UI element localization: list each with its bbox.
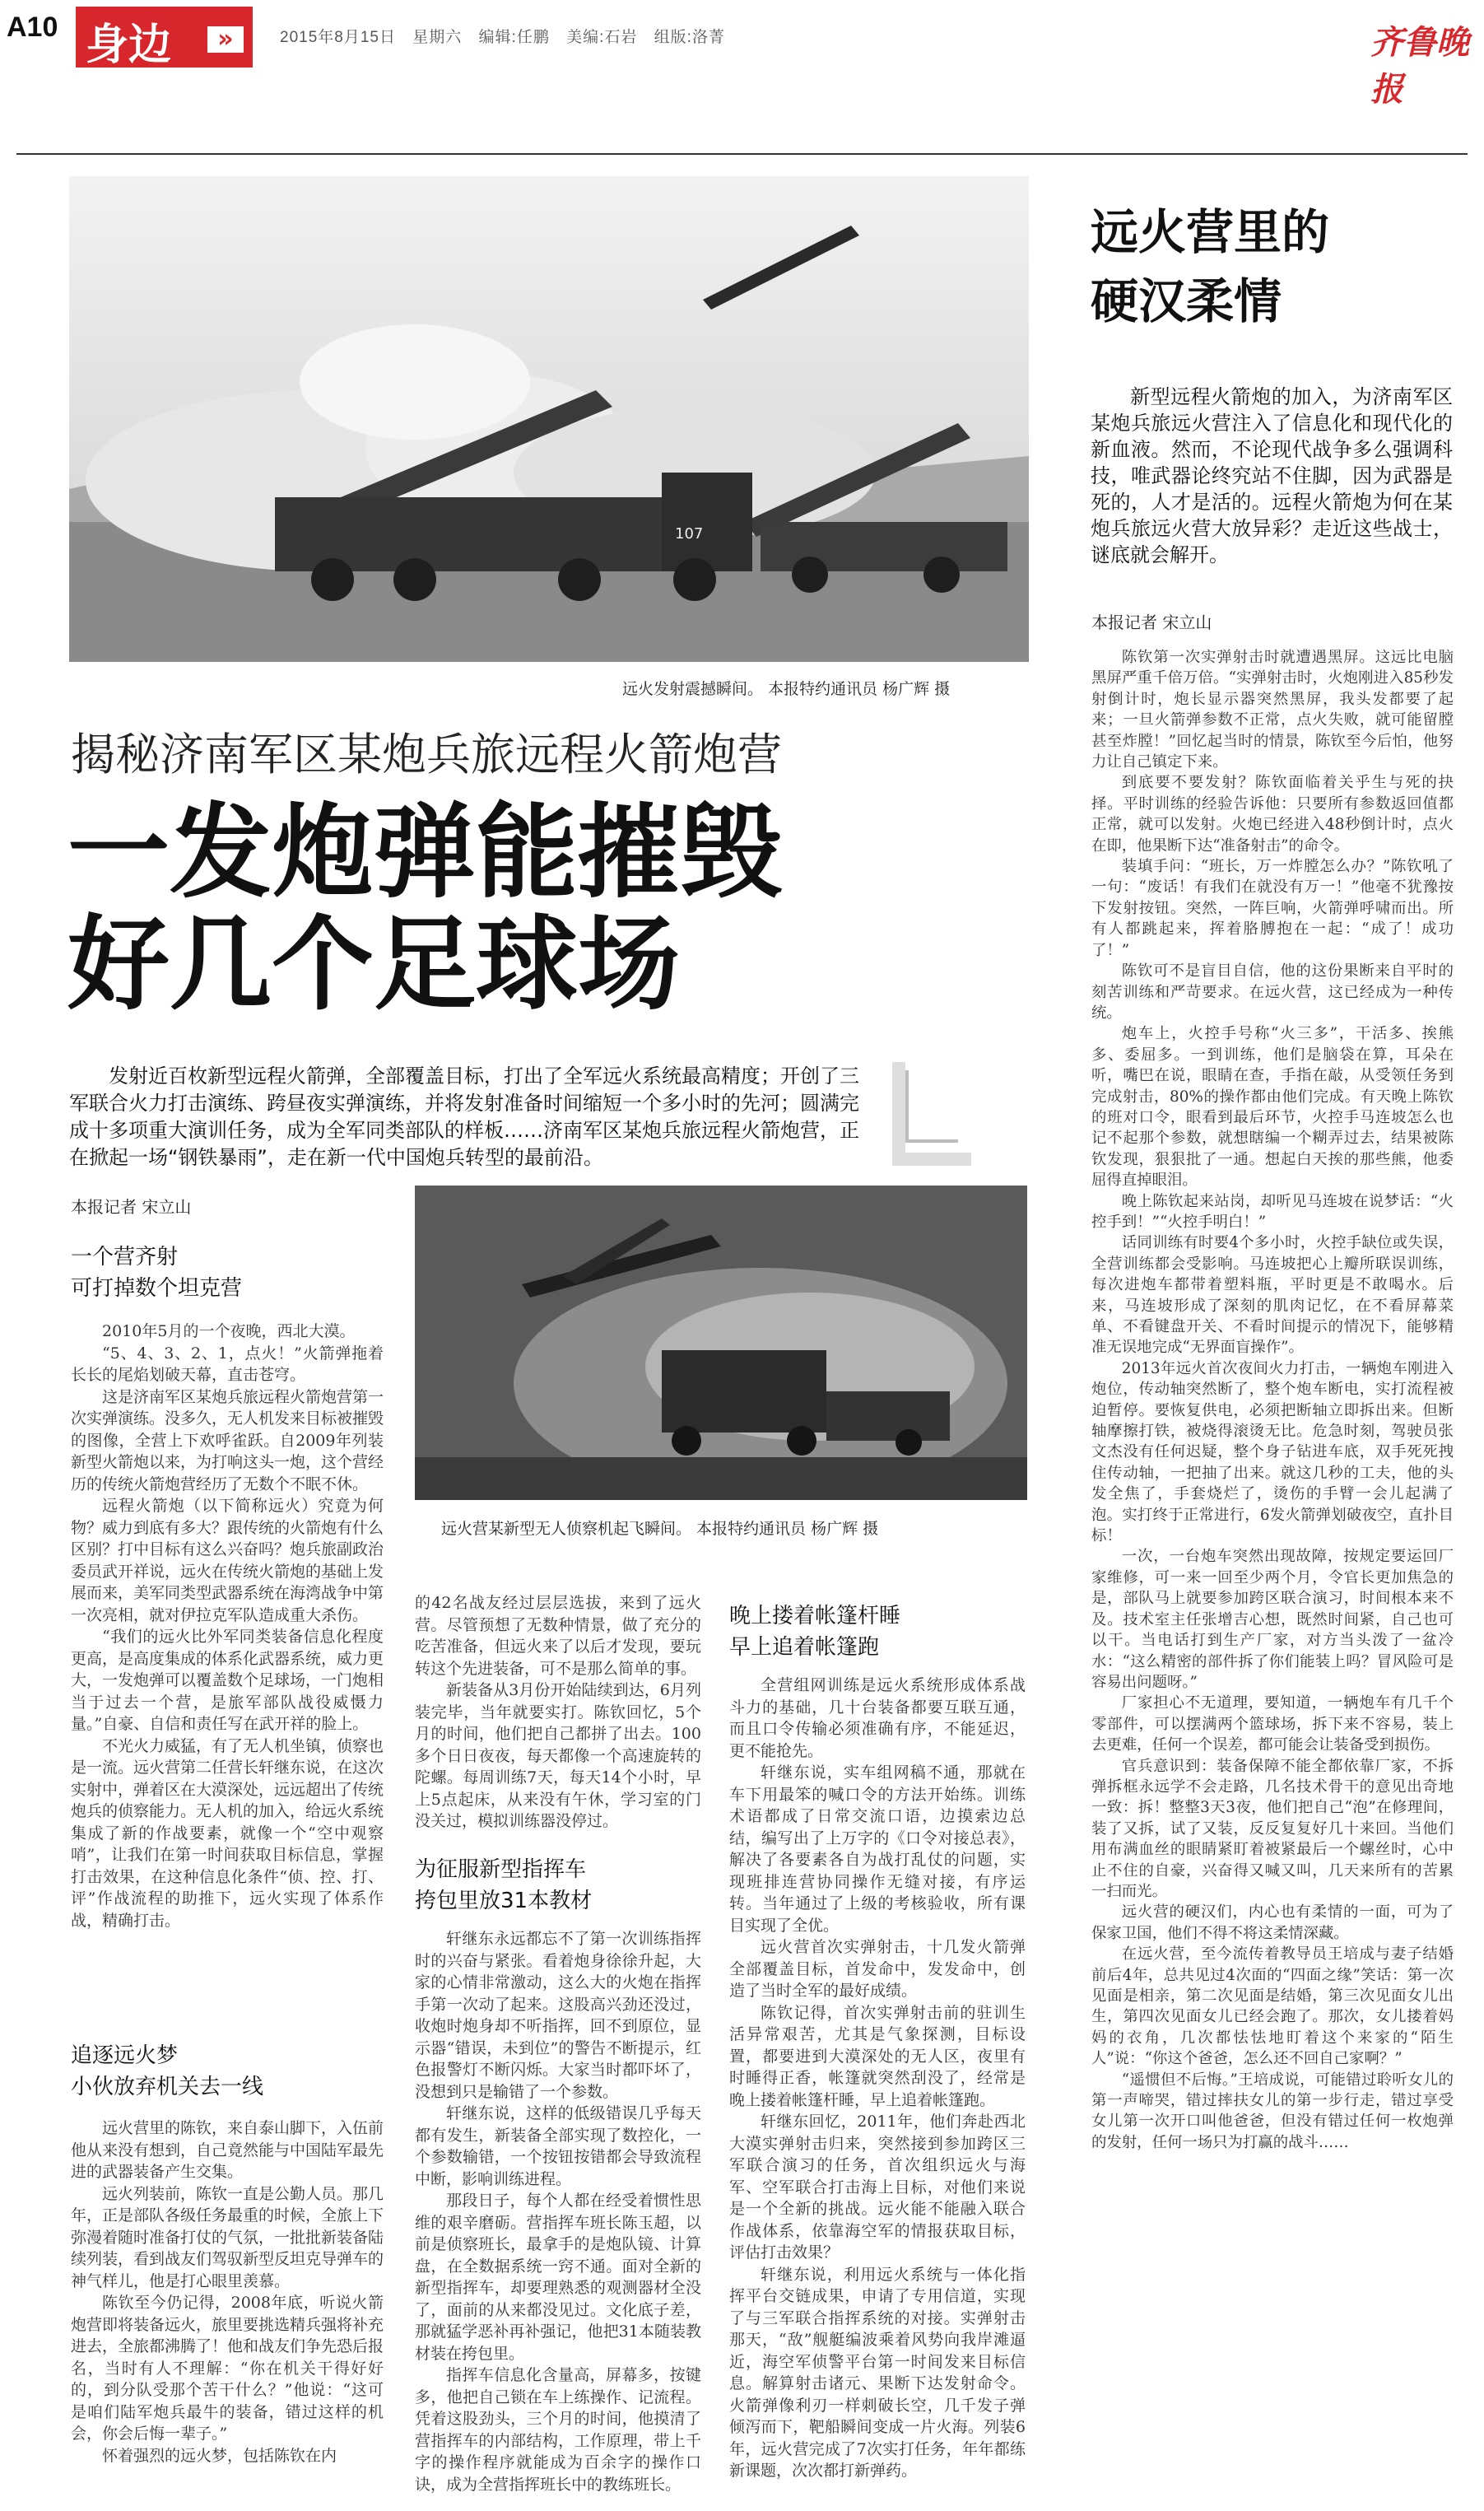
decorative-bracket-inner xyxy=(905,1070,958,1143)
issue-layout: 组版:洛菁 xyxy=(654,29,725,46)
photo-drone-launch xyxy=(415,1186,1027,1500)
chevron-right-icon: » xyxy=(207,26,244,53)
sidebar-intro: 新型远程火箭炮的加入，为济南军区某炮兵旅远火营注入了信息化和现代化的新血液。然而，不论现代战争多么强调科技，唯武器论终究站不住脚，因为武器是死的，人才是活的。远程火箭炮为何在某炮兵旅远火营大放异彩？走近这些战士，谜底就会解开。 xyxy=(1091,385,1453,566)
subheading-4: 晚上搂着帐篷杆睡 早上追着帐篷跑 xyxy=(729,1604,901,1660)
sidebar-body: 陈钦第一次实弹射击时就遭遇黑屏。这远比电脑黑屏严重千倍万倍。“实弹射击时，火炮刚进入85秒发射倒计时，炮长显示器突然黑屏，我头发都要了起来；一旦火箭弹参数不正常，点火失败，就可能留膛甚至炸膛！”回忆起当时的情景，陈钦至今后怕，他努力让自己镇定下来。 到底要不要发射？陈钦面临着关乎生与死的抉择。平时训练的经验告诉他：只要所有参数返回值都正常，就可以发射。火炮已经进入48秒倒计时，点火在即，他果断下达“准备射击”的命令。 装填手问：“班长，万一炸膛怎么办？”陈钦吼了一句：“废话！有我们在就没有万一！”他毫不犹豫按下发射按钮。突然，一阵巨响，火箭弹呼啸而出。所有人都跳起来，挥着胳膊抱在一起：“成了！成功了！” 陈钦可不是盲目自信，他的这份果断来自平时的刻苦训练和严苛要求。在远火营，这已经成为一种传统。 炮车上，火控手号称“火三多”，干活多、挨熊多、委屈多。一到训练，他们是脑袋在算，耳朵在听，嘴巴在说，眼睛在查，手指在敲，从受领任务到完成射击，80%的操作都由他们完成。有天晚上陈钦的班对口令，眼看到最后环节，火控手马连坡怎么也记不起那个参数，就想瞎编一个糊弄过去，结果被陈钦发现，狠狠批了一通。想起白天挨的那些熊，他委屈得直掉眼泪。 晚上陈钦起来站岗，却听见马连坡在说梦话：“火控手到！”“火控手明白！” 话同训练有时要4个多小时，火控手缺位或失误，全营训练都会受影响。马连坡把心上瓣所联误训练，每次进炮车都带着塑料瓶，平时更是不敢喝水。后来，马连坡形成了深刻的肌肉记忆，在不看屏幕菜单、不看键盘开关、不看时间提示的情况下，能够精准无误地完成“无界面盲操作”。 2013年远火首次夜间火力打击，一辆炮车刚进入炮位，传动轴突然断了，整个炮车断电，实打流程被迫暂停。要恢复供电，必须把断轴立即拆出来。但断轴摩擦打铁，被烧得滚烫无比。危急时刻，驾驶员张文杰没有任何迟疑，整个身子钻进车底，双手死死拽住传动轴，一把抽了出来。就这几秒的工夫，他的头发全焦了，手套烧烂了，烫伤的手臂一会儿起满了泡。实打终于正常进行，6发火箭弹划破夜空，直扑目标！ 一次，一台炮车突然出现故障，按规定要运回厂家维修，可一来一回至少两个月，令官长更加焦急的是，部队马上就要参加跨区联合演习，时间根本来不及。技术室主任张增吉心想，既然时间紧，自己也可以干。当电话打到生产厂家，对方当头泼了一盆冷水：“这么精密的部件拆了你们能装上吗？冒风险可是容易出问题呀。” 厂家担心不无道理，要知道，一辆炮车有几千个零部件，可以摆满两个篮球场，拆下来不容易，装上去更难，任何一个误差，都可能会让装备受到损伤。 官兵意识到：装备保障不能全都依靠厂家，不拆弹拆框永远学不会走路，几名技术骨干的意见出奇地一致：拆！整整3天3夜，他们把自己“泡”在修理间，装了又拆，试了又装，反反复复好几十来回。当他们用布满血丝的眼睛紧盯着被紧最后一个螺丝时，心中止不住的自豪，兴奋得又喊又叫，几天来所有的苦累一扫而光。 远火营的硬汉们，内心也有柔情的一面，可为了保家卫国，他们不得不将这柔情深藏。 在远火营，至今流传着教导员王培成与妻子结婚前后4年，总共见过4次面的“四面之缘”笑话：第一次见面是相亲，第二次见面是结婚，第三次见面女儿出生，第四次见面女儿已经会跑了。那次，女儿搂着妈妈的衣角，几次都怯怯地盯着这个来家的“陌生人”说：“你这个爸爸，怎么还不回自己家啊？” “遥惯但不后悔。”王培成说，可能错过聆听女儿的第一声啼哭，错过摔扶女儿的第一步行走，错过享受女儿第一次开口叫他爸爸，但没有错过任何一枚炮弹的发射，任何一场只为打赢的战斗…… xyxy=(1091,649,1454,2151)
subheading-1: 一个营齐射 可打掉数个坦克营 xyxy=(71,1245,243,1301)
issue-meta xyxy=(280,25,725,47)
article-lead: 发射近百枚新型远程火箭弹，全部覆盖目标，打出了全军远火系统最高精度；开创了三军联合火力打击演练、跨昼夜实弹演练，并将发射准备时间缩短一个多小时的先河；圆满完成十多项重大演训任务，成为全军同类部队的样板……济南军区某炮兵旅远程火箭炮营，正在掀起一场“钢铁暴雨”，走在新一代中国炮兵转型的最前沿。 xyxy=(69,1064,859,1169)
body-col1-part1: 2010年5月的一个夜晚，西北大漠。 “5、4、3、2、1，点火！”火箭弹拖着长长的尾焰划破天幕，直击苍穹。 这是济南军区某炮兵旅远程火箭炮营第一次实弹演练。没多久，无人机发来目标被摧毁的图像，全营上下欢呼雀跃。自2009年列装新型火箭炮以来，为打响这头一炮，这个营经历的传统火箭炮营经历了无数个不眠不休。 远程火箭炮（以下简称远火）究竟为何物？威力到底有多大？跟传统的火箭炮有什么区别？打中目标有这么兴奋吗？炮兵旅副政治委员武开祥说，远火在传统火箭炮的基础上发展而来，美军同类型武器系统在海湾战争中第一次亮相，就对伊拉克军队造成重大杀伤。 “我们的远火比外军同类装备信息化程度更高，是高度集成的体系化武器系统，威力更大，一发炮弹可以覆盖数个足球场，一门炮相当于过去一个营，是旅军部队战役威慑力量。”自豪、自信和责任写在武开祥的脸上。 不光火力威猛，有了无人机坐镇，侦察也是一流。远火营第二任营长轩继东说，在这次实射中，弹着区在大漠深处，远远超出了传统炮兵的侦察能力。无人机的加入，给远火系统集成了新的作战要素，就像一个“空中观察哨”，让我们在第一时间获取目标信息，掌握打击效果，在这种信息化条件“侦、控、打、评”作战流程的助推下，远火实现了体系作战，精确打击。 xyxy=(71,1322,384,1930)
masthead-logo: 齐鲁晚报 xyxy=(1370,23,1469,109)
photo-caption-mid: 远火营某新型无人侦察机起飞瞬间。 本报特约通讯员 杨广辉 摄 xyxy=(441,1520,879,1538)
photo-caption-top: 远火发射震撼瞬间。 本报特约通讯员 杨广辉 摄 xyxy=(622,680,951,698)
sidebar-byline: 本报记者 宋立山 xyxy=(1091,613,1212,632)
rocket-launch-illustration xyxy=(69,176,1029,662)
body-col3: 全营组网训练是远火系统形成体系战斗力的基础，几十台装备都要互联互通，而且口令传输必须准确有序，不能延迟，更不能抢先。 轩继东说，实车组网稿不通，那就在车下用最笨的喊口令的方法开始练。训练术语都成了日常交流口语，边摸索边总结，编写出了上万字的《口令对接总表》，解决了各要素各自为战打乱仗的问题，实现班排连营协同操作无缝对接，有序运转。当年通过了上级的考核验收，所有课目实现了全优。 远火营首次实弹射击，十几发火箭弹全部覆盖目标，首发命中，发发命中，创造了当时全军的最好成绩。 陈钦记得，首次实弹射击前的驻训生活异常艰苦，尤其是气象探测，目标设置，都要进到大漠深处的无人区，夜里有时睡得正香，帐篷就突然刮没了，经常是晚上搂着帐篷杆睡，早上追着帐篷跑。 轩继东回忆，2011年，他们奔赴西北大漠实弹射击归来，突然接到参加跨区三军联合演习的任务，首次组织远火与海军、空军联合打击海上目标，对他们来说是一个全新的挑战。远火能不能融入联合作战体系，依靠海空军的情报获取目标，评估打击效果？ 轩继东说，利用远火系统与一体化指挥平台交链成果，申请了专用信道，实现了与三军联合指挥系统的对接。实弹射击那天，“敌”舰艇编波乘着风势向我岸滩逼近，海空军侦警平台第一时间发来目标信息。解算射击诸元、果断下达发射命令。火箭弹像利刃一样刺破长空，几千发子弹倾泻而下，靶船瞬间变成一片火海。列装6年，远火营完成了7次实打任务，年年都练新课题，次次都打新弹药。 xyxy=(729,1676,1026,2480)
drone-launch-illustration xyxy=(415,1186,1027,1500)
section-title: 身边 xyxy=(86,21,172,70)
photo-rocket-launch xyxy=(69,176,1029,662)
article-byline: 本报记者 宋立山 xyxy=(71,1197,192,1217)
issue-art-editor: 美编:石岩 xyxy=(566,29,638,46)
article-headline xyxy=(67,794,1014,1025)
sidebar-title: 远火营里的 硬汉柔情 xyxy=(1091,204,1330,329)
issue-weekday: 星期六 xyxy=(412,29,463,46)
article-kicker: 揭秘济南军区某炮兵旅远程火箭炮营 xyxy=(71,729,782,780)
body-col2-part2: 轩继东永远都忘不了第一次训练指挥时的兴奋与紧张。看着炮身徐徐升起，大家的心情非常激动，这么大的火炮在指挥手第一次动了起来。这股高兴劲还没过，收炮时炮身却不听指挥，回不到原位，显示器“错误，未到位”的警告不断提示，红色报警灯不断闪烁。大家当时都吓坏了，没想到只是输错了一个参数。 轩继东说，这样的低级错误几乎每天都有发生，新装备全部实现了数控化，一个参数输错，一个按钮按错都会导致流程中断，影响训练进程。 那段日子，每个人都在经受着惯性思维的艰辛磨砺。营指挥车班长陈玉超，以前是侦察班长，最拿手的是炮队镜、计算盘，在全数据系统一窍不通。面对全新的新型指挥车，却要理熟悉的观测器材全没了，面前的从来都没见过。文化底子差，那就猛学恶补再补强记，他把31本随装教材装在挎包里。 指挥车信息化含量高，屏幕多，按键多，他把自己锁在车上练操作、记流程。凭着这股劲头，三个月的时间，他摸清了营指挥车的内部结构，工作原理，带上千字的操作程序就能成为百余字的操作口诀，成为全营指挥班长中的教练班长。 xyxy=(415,1930,701,2494)
body-col1-part2: 远火营里的陈钦，来自泰山脚下，入伍前他从来没有想到，自己竟然能与中国陆军最先进的武器装备产生交集。 远火列装前，陈钦一直是公勤人员。那几年，正是部队各级任务最重的时候，全旅上下弥漫着随时准备打仗的气氛，一批批新装备陆续列装，看到战友们驾驭新型反坦克导弹车的神气样儿，他是打心眼里羡慕。 陈钦至今仍记得，2008年底，听说火箭炮营即将装备远火，旅里要挑选精兵强将补充进去，全旅都沸腾了！他和战友们争先恐后报名，当时有人不理解：“你在机关干得好好的，到分队受那个苦干什么？”他说：“这可是咱们陆军炮兵最牛的装备，错过这样的机会，你会后悔一辈子。” 怀着强烈的远火梦，包括陈钦在内 xyxy=(71,2119,384,2465)
subheading-3: 为征服新型指挥车 挎包里放31本教材 xyxy=(415,1857,593,1913)
svg-text:107: 107 xyxy=(675,525,704,543)
headline-line-1: 一发炮弹能摧毁 xyxy=(67,794,783,912)
issue-date: 2015年8月15日 xyxy=(280,29,396,46)
issue-editor: 编辑:任鹏 xyxy=(478,29,550,46)
page-number: A10 xyxy=(7,12,58,43)
body-col2-part1: 的42名战友经过层层选拔，来到了远火营。尽管预想了无数种情景，做了充分的吃苦准备，但远火来了以后才发现，要玩转这个先进装备，可不是那么简单的事。 新装备从3月份开始陆续到达，6月列装完毕，当年就要实打。陈钦回忆，5个月的时间，他们把自己都拼了出去。100多个日日夜夜，每天都像一个高速旋转的陀螺。每周训练7天，每天14个小时，早上5点起床，从来没有午休，学习室的门没关过，模拟训练器没停过。 xyxy=(415,1594,701,1830)
header-rule xyxy=(16,153,1468,155)
subheading-2: 追逐远火梦 小伙放弃机关去一线 xyxy=(71,2043,264,2099)
headline-line-2: 好几个足球场 xyxy=(67,906,681,1025)
